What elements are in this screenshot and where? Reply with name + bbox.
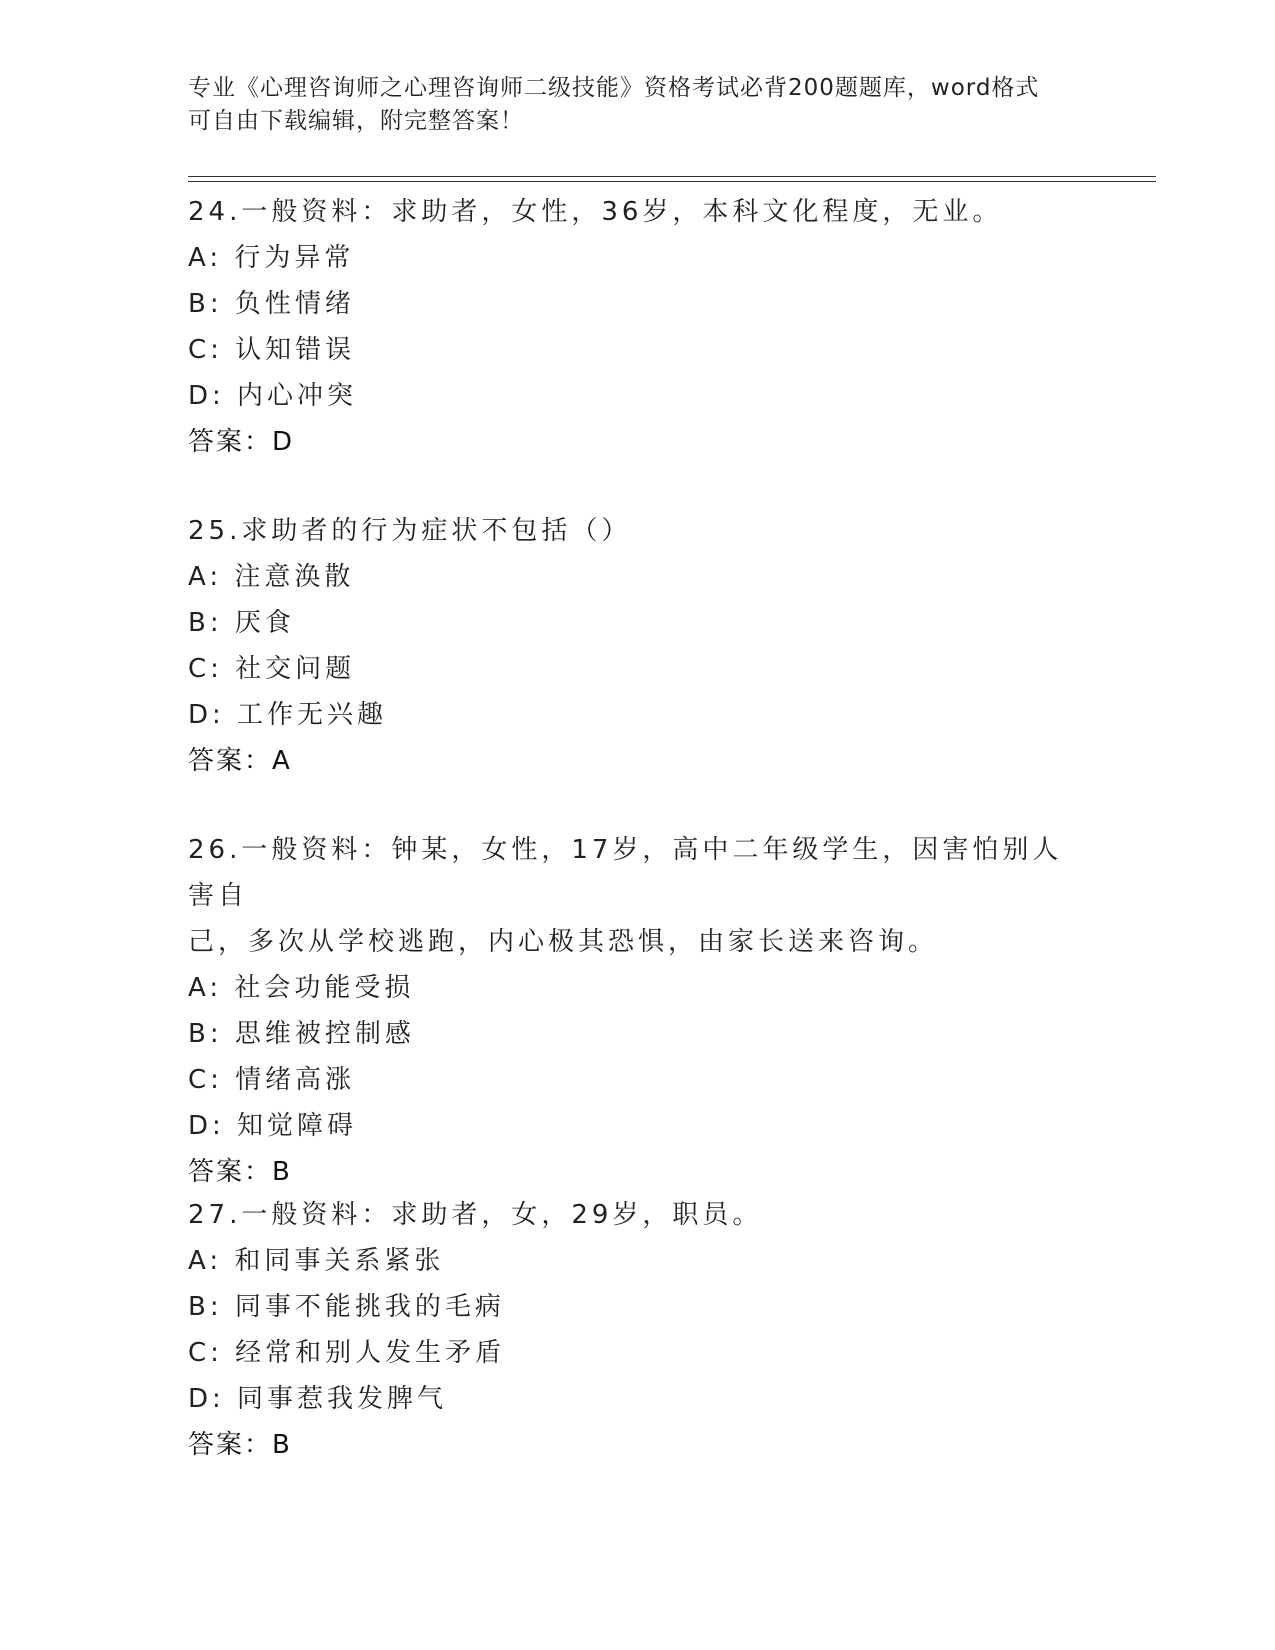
option-a: A: 社会功能受损: [188, 973, 415, 1003]
question-stem-line-1: 26.一般资料：钟某，女性，17岁，高中二年级学生，因害怕别人害自: [188, 835, 1063, 911]
option-d: D: 知觉障碍: [188, 1111, 358, 1141]
question-25: [188, 508, 1088, 784]
question-27: [188, 1192, 1088, 1468]
header-line-2: 可自由下载编辑，附完整答案！: [188, 108, 524, 134]
answer: 答案：B: [188, 1157, 292, 1187]
option-c: C: 认知错误: [188, 335, 356, 365]
answer: 答案：B: [188, 1430, 292, 1460]
answer: 答案：A: [188, 746, 292, 776]
option-a: A: 行为异常: [188, 243, 355, 273]
option-b: B: 厌食: [188, 608, 295, 638]
question-26: [188, 827, 1088, 1195]
option-b: B: 负性情绪: [188, 289, 355, 319]
document-header: [188, 72, 1088, 138]
question-stem-line-2: 己，多次从学校逃跑，内心极其恐惧，由家长送来咨询。: [188, 927, 939, 957]
question-24: [188, 189, 1088, 465]
question-stem: 25.求助者的行为症状不包括（）: [188, 516, 632, 546]
option-c: C: 社交问题: [188, 654, 356, 684]
option-d: D: 工作无兴趣: [188, 700, 388, 730]
option-c: C: 情绪高涨: [188, 1065, 356, 1095]
option-c: C: 经常和别人发生矛盾: [188, 1338, 506, 1368]
option-d: D: 同事惹我发脾气: [188, 1384, 448, 1414]
answer: 答案：D: [188, 427, 295, 457]
header-divider-top: [188, 176, 1156, 177]
question-stem: 27.一般资料：求助者，女，29岁，职员。: [188, 1200, 763, 1230]
header-line-1: 专业《心理咨询师之心理咨询师二级技能》资格考试必背200题题库，word格式: [188, 75, 1040, 101]
option-d: D: 内心冲突: [188, 381, 358, 411]
option-b: B: 同事不能挑我的毛病: [188, 1292, 505, 1322]
option-b: B: 思维被控制感: [188, 1019, 415, 1049]
option-a: A: 注意涣散: [188, 562, 355, 592]
option-a: A: 和同事关系紧张: [188, 1246, 445, 1276]
question-stem: 24.一般资料：求助者，女性，36岁，本科文化程度，无业。: [188, 197, 1003, 227]
header-divider-bottom: [188, 181, 1156, 182]
